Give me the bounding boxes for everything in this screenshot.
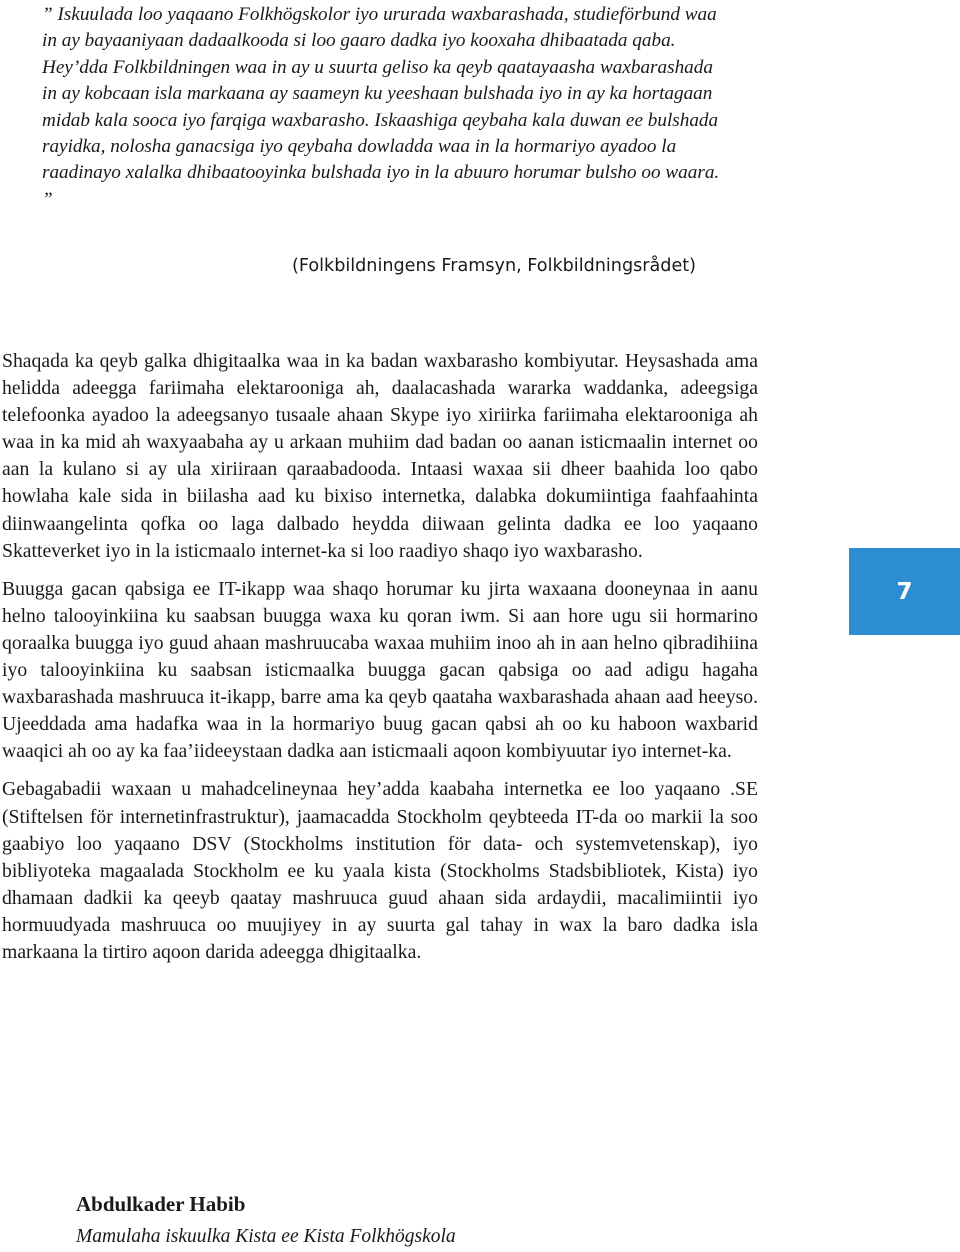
author-signature — [76, 1190, 456, 1252]
paragraph: Shaqada ka qeyb galka dhigitaalka waa in ka badan waxbarasho kombiyutar. Heysashada ama helidda adeegga fariimaha elektarooniga ah, daalacashada wararka waddanka, adeegsiga telefoonka ayadoo la adeegsanyo tusaale ahaan Skype iyo xiriirka fariimaha elektarooniga ah waa in ka mid ah waxyaabaha ay u arkaan muhiim dad badan oo aanan isticmaalin internet oo aan la kulano si ay ula xiriiraan qaraabadooda. Intaasi waxaa sii dheer baahida loo qabo howlaha kale sida in biilasha aad ku bixiso internetka, dalabka dokumiintiga faahfaahinta diinwaangelinta qofka oo laga dalbado heydda diiwaan gelinta dadka ee loo yaqaano Skatteverket iyo in la isticmaalo internet-ka si loo raadiyo shaqo iyo waxbarasho. — [2, 350, 758, 562]
author-name: Abdulkader Habib — [76, 1192, 246, 1216]
quote-text: ” Iskuulada loo yaqaano Folkhögskolor iyo ururada waxbarashada, studieförbund waa in ay bayaaniyaan dadaalkooda si loo gaaro dadka iyo kooxaha dhibaatada qaba. Hey’dda Folkbildningen waa in ay u suurta geliso ka qeyb qaatayaasha waxbarashada in ay kobcaan isla markaana ay saameyn ku yeeshaan bulshada iyo in ay ka hortagaan midab kala sooca iyo farqiga waxbarasho. Iskaashiga qeybaha kala duwan ee bulshada rayidka, nolosha ganacsiga iyo qeybaha dowladda waa in la hormariyo ayadoo la raadinayo xalalka dhibaatooyinka bulshada iyo in la abuuro horumar bulsho oo waara. ” — [42, 4, 720, 210]
paragraph: Gebagabadii waxaan u mahadcelineynaa hey’adda kaabaha internetka ee loo yaqaano .SE (Stiftelsen för internetinfrastruktur), jaamacadda Stockholm qeybteeda IT-da oo markii la soo gaabiyo loo yaqaano DSV (Stockholms institution för data- och systemvetenskap), iyo bibliyoteka magaalada Stockholm ee ku yaala kista (Stockholms Stadsbibliotek, Kista) iyo dhamaan dadkii ka qeeyb qaatay mashruuca guud ahaan sida ardaydii, macalimiintii iyo hormuudyada mashruuca oo muujiyey in ay suurta gal tahay in wax la baro dadka isla markaana la tirtiro aqoon darida adeegga dhigitaalka. — [2, 778, 758, 963]
pull-quote — [42, 2, 732, 213]
author-role: Mamulaha iskuulka Kista ee Kista Folkhögskola — [76, 1226, 456, 1247]
quote-source: (Folkbildningens Framsyn, Folkbildningsrådet) — [292, 256, 697, 276]
paragraph: Buugga gacan qabsiga ee IT-ikapp waa shaqo horumar ku jirta waxaana dooneynaa in aanu helno talooyinkiina ku saabsan buugga waxa ku qoran iwm. Si aan hore ugu sii hormarino qoraalka buugga iyo guud ahaan mashruucaba waxaa muhiim inoo ah in aan helno qibradihiina iyo talooyinkiina ku saabsan isticmaalka buugga gacan qabsiga oo aad adigu hagaha waxbarashada mashruuca it-ikapp, barre ama ka qeyb qaataha waxbarashada ahaan aad heeyso. Ujeeddada ama hadafka waa in la hormariyo buug gacan qabsi ah oo ku haboon waxbarid waaqici ah oo ay ka faa’iideeystaan dadka aan isticmaali aqoon kombiyuutar iyo internet-ka. — [2, 577, 758, 763]
body-text — [2, 348, 758, 977]
page-number: 7 — [896, 578, 913, 605]
page-number-badge — [849, 548, 960, 635]
